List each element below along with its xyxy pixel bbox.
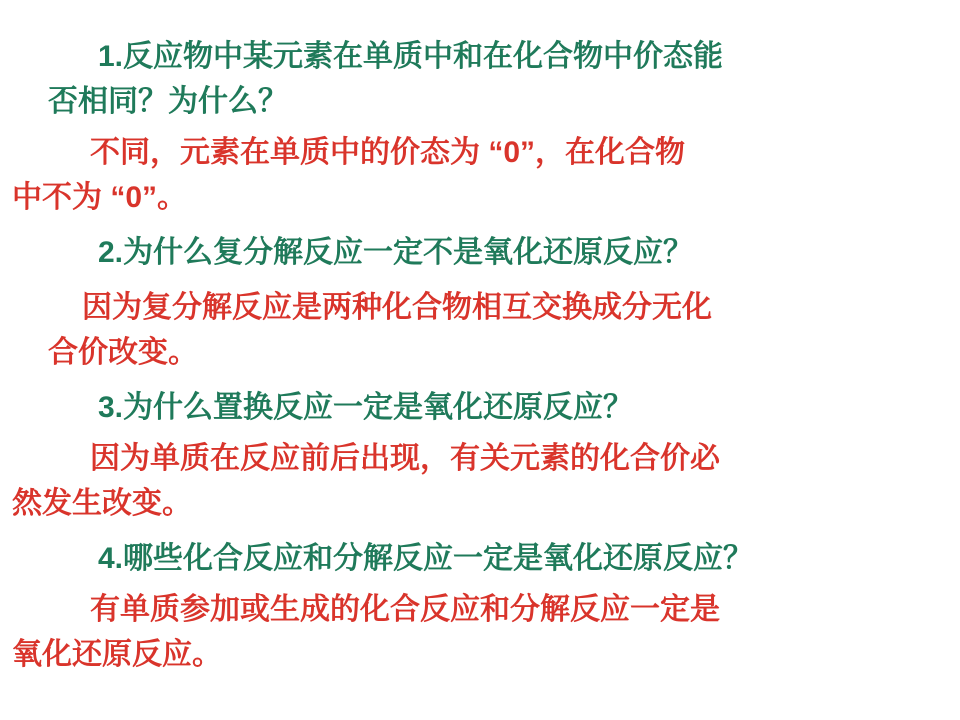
question-block-3 <box>12 385 942 430</box>
spacer <box>12 375 942 385</box>
answer-block-1 <box>12 130 942 220</box>
question-block-4 <box>12 536 942 581</box>
answer-1-line-1: 不同，元素在单质中的价态为 “0”，在化合物 <box>90 136 686 169</box>
question-block-2 <box>12 230 942 275</box>
answer-3-line-2: 然发生改变。 <box>12 487 192 520</box>
answer-2-line-2: 合价改变。 <box>48 336 198 369</box>
answer-block-4 <box>12 587 942 677</box>
answer-3-line-1: 因为单质在反应前后出现，有关元素的化合价必 <box>90 442 720 475</box>
answer-2-line-1: 因为复分解反应是两种化合物相互交换成分无化 <box>82 291 712 324</box>
answer-1-line-2: 中不为 “0”。 <box>12 181 188 214</box>
question-4-line-1: 4.哪些化合反应和分解反应一定是氧化还原反应？ <box>98 542 754 575</box>
question-1-line-2: 否相同？为什么？ <box>48 85 288 118</box>
answer-block-3 <box>12 436 942 526</box>
question-2-line-1: 2.为什么复分解反应一定不是氧化还原反应？ <box>98 236 694 269</box>
question-3-line-1: 3.为什么置换反应一定是氧化还原反应？ <box>98 391 634 424</box>
spacer <box>12 526 942 536</box>
spacer <box>12 275 942 285</box>
answer-block-2 <box>12 285 942 375</box>
spacer <box>12 220 942 230</box>
answer-4-line-2: 氧化还原反应。 <box>12 638 222 671</box>
question-block-1 <box>12 34 942 124</box>
answer-4-line-1: 有单质参加或生成的化合反应和分解反应一定是 <box>90 593 720 626</box>
question-1-line-1: 1.反应物中某元素在单质中和在化合物中价态能 <box>98 40 724 73</box>
